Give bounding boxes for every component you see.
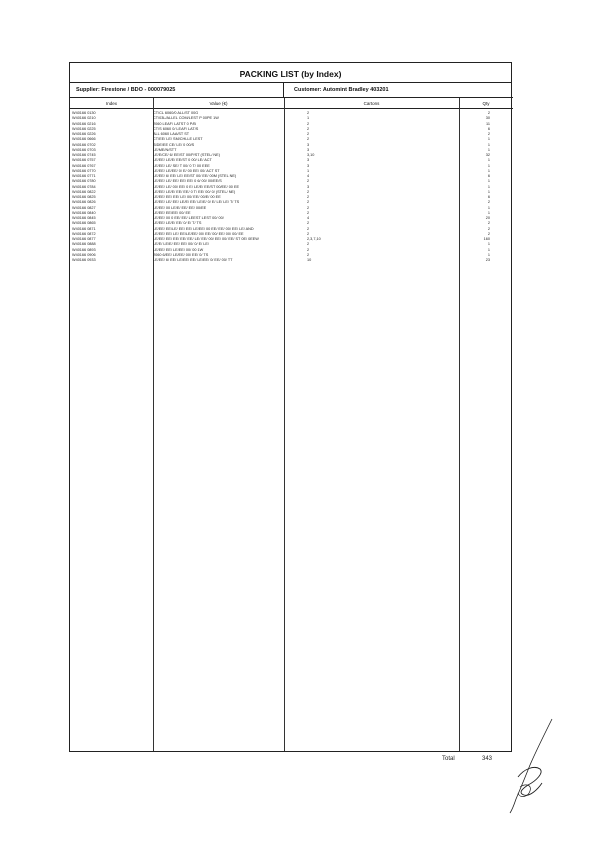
row-index-cell: W40166 0771 <box>72 174 96 178</box>
row-value-cell: LE/EE/ EE/EE/ 00/ EE <box>153 210 191 215</box>
row-value-cell: LE/EE/ 00 LE/E/ EE/ EE/ 00/EE <box>153 205 207 210</box>
row-qty-cell: 32 <box>485 153 490 157</box>
row-qty-cell: 6 <box>487 174 490 178</box>
row-index-cell: W40166 0770 <box>72 168 96 173</box>
row-cartons-cell: 2 <box>307 121 310 126</box>
row-index-cell: W40166 0130 <box>72 111 96 115</box>
row-cartons-cell: 2 <box>307 111 310 115</box>
row-qty-cell: 1 <box>487 252 490 257</box>
row-index-cell: W40166 0826 <box>72 200 96 205</box>
row-index-cell: W40166 0933 <box>72 258 96 262</box>
packing-list-rows <box>70 111 511 263</box>
row-value-cell: LE/EE/ 6/ EE/ LE/ EE/ST 00/ EE/ 00M (STEL NE) <box>153 174 237 178</box>
row-value-cell: LE/EE/ LE/ 00/ EE/ 0 E/ LE/E/ EE/ST 00/EE/ 00 EE <box>153 184 240 189</box>
row-qty-cell: 11 <box>486 121 490 126</box>
row-qty-cell: 2 <box>487 200 490 205</box>
row-cartons-cell: 3 <box>307 163 310 168</box>
row-cartons-cell: 2 <box>307 137 310 142</box>
packing-list-sheet <box>69 62 512 752</box>
row-qty-cell: 2 <box>487 231 490 236</box>
row-qty-cell: 1 <box>487 163 490 168</box>
row-qty-cell: 160 <box>483 237 490 241</box>
row-qty-cell: 2 <box>487 111 490 115</box>
row-qty-cell: 2 <box>487 132 490 136</box>
row-value-cell: SIDE/EE CE/ LE/ 0 00/S <box>153 142 195 147</box>
row-cartons-cell: 2 <box>307 210 310 215</box>
row-index-cell: W40166 0780 <box>72 179 96 184</box>
row-index-cell: W40166 0757 <box>72 158 96 163</box>
row-value-cell: LE/EE/ LE/E/ EE/ 0/ E/ T/ TS <box>153 221 202 226</box>
row-qty-cell: 1 <box>487 184 490 189</box>
row-cartons-cell: 2 <box>307 132 310 136</box>
row-value-cell: LE/EE/ 6/ EE/ LE/EE/ EE/ LE/EE/ 0/ EE/ 00/ TT <box>153 258 233 262</box>
column-header-qty: Qty <box>459 98 513 109</box>
document-title: PACKING LIST (by Index) <box>70 63 511 83</box>
row-cartons-cell: 3 <box>307 147 310 152</box>
row-index-cell: W40166 0666 <box>72 137 96 142</box>
row-cartons-cell: 2 <box>307 221 310 226</box>
row-qty-cell: 1 <box>487 189 490 194</box>
column-header-cartons: Cartons <box>284 98 459 109</box>
row-value-cell: CT/S 6060 0/ LEAF/ LAT/S <box>153 126 199 131</box>
row-qty-cell: 6 <box>487 126 490 131</box>
row-index-cell: W40166 0840 <box>72 210 96 215</box>
row-value-cell: LE/EE/ 00 0 EE/ EE/ LEEST LEST 00/ 00/ <box>153 216 224 220</box>
row-qty-cell: 1 <box>487 137 490 142</box>
row-cartons-cell: 2 <box>307 200 310 205</box>
row-value-cell: LE/EE/ EE/ EE/ LE/ 00/ EE/ 00/E/ 00 EE <box>153 195 221 199</box>
row-index-cell: W40166 0865 <box>72 221 96 226</box>
row-value-cell: LE/EE/ LE/ EE/ LE/E/ EE/ LE/E/ 0/ E/ LE/ LE/ T/ TS <box>153 200 240 205</box>
row-cartons-cell: 3,10 <box>307 153 315 157</box>
row-cartons-cell: 3 <box>307 158 310 163</box>
row-cartons-cell: 2 <box>307 205 310 210</box>
row-value-cell: LE/E/CE/ 6/ EE/ST 00/P/ST (STEL/ NE) <box>153 153 220 157</box>
row-cartons-cell: 4 <box>307 216 310 220</box>
row-value-cell: LE/EE/ EE/ EE/ EE/ EE/ LE/ EE/ 00/ EE/ 00/ EE/ ST 0E/ 0EEW <box>153 237 259 241</box>
supplier-header: Supplier: Firestone / BDO - 000079025 <box>70 83 284 98</box>
row-index-cell: W40166 0822 <box>72 189 96 194</box>
row-index-cell: W40166 0825 <box>72 195 96 199</box>
row-index-cell: W40166 0845 <box>72 216 96 220</box>
row-value-cell: ALL 6060 LAA/ST ST <box>153 132 190 136</box>
row-cartons-cell: 2 <box>307 126 310 131</box>
row-cartons-cell: 2 <box>307 226 310 231</box>
row-qty-cell: 1 <box>487 142 490 147</box>
row-value-cell: LE/EE/ LE/ EE/ EE/ EE/ 0 6/ 00/ 00/EE/S <box>153 179 222 184</box>
row-cartons-cell: 2 <box>307 247 310 252</box>
row-qty-cell: 6 <box>487 195 490 199</box>
row-index-cell: W40166 0784 <box>72 184 96 189</box>
row-cartons-cell: 2 <box>307 195 310 199</box>
row-index-cell: W40166 0767 <box>72 163 96 168</box>
row-cartons-cell: 3 <box>307 142 310 147</box>
column-header-value: Value (€) <box>153 98 284 109</box>
row-cartons-cell: 2 <box>307 189 310 194</box>
row-cartons-cell: 2,3,7,10 <box>307 237 321 241</box>
row-cartons-cell: 4 <box>307 174 310 178</box>
row-index-cell: W40166 0745 <box>72 153 96 157</box>
table-row <box>70 258 511 263</box>
row-value-cell: LE/EE/ EE/ LE/EE/ 00/ 00 1W <box>153 247 204 252</box>
row-value-cell: CT/03L/ALLEL COM/LEST P 00PE 1W <box>153 116 219 121</box>
column-header-index: Index <box>70 98 153 109</box>
row-value-cell: 2060 LEAF/ LATST 0 P/B <box>153 121 196 126</box>
row-qty-cell: 2 <box>487 221 490 226</box>
row-value-cell: LE/EE/ LE/E/ EE/ST 0 00/ LE/ ACT <box>153 158 212 163</box>
row-value-cell: CT/EE/ LE/ SM/CHLLE LEST <box>153 137 203 142</box>
row-value-cell: LE/EE/ LE/E/ EE/ EE/ 0 T/ EE/ 00/ 0/ (STEL/ NE) <box>153 189 236 194</box>
row-index-cell: W40166 0226 <box>72 132 96 136</box>
row-qty-cell: 1 <box>487 242 490 247</box>
total-label: Total <box>442 756 455 762</box>
row-cartons-cell: 1 <box>307 116 310 121</box>
row-qty-cell: 1 <box>487 179 490 184</box>
row-qty-cell: 1 <box>487 205 490 210</box>
row-cartons-cell: 2 <box>307 242 310 247</box>
row-qty-cell: 20 <box>485 216 490 220</box>
row-qty-cell: 23 <box>485 258 490 262</box>
row-index-cell: W40166 0872 <box>72 231 96 236</box>
row-index-cell: W40166 0703 <box>72 147 96 152</box>
row-index-cell: W40166 0210 <box>72 116 96 121</box>
handwritten-signature <box>500 715 560 815</box>
row-qty-cell: 2 <box>487 226 490 231</box>
row-value-cell: CT/CL 6060/0 ALL/ST 00G <box>153 111 199 115</box>
row-qty-cell: 1 <box>487 147 490 152</box>
row-qty-cell: 1 <box>487 168 490 173</box>
total-value: 343 <box>482 756 493 762</box>
row-value-cell: 2060 6/EE/ LE/EE/ 00/ EE/ 0/ TS <box>153 252 209 257</box>
row-qty-cell: 30 <box>485 116 490 121</box>
row-index-cell: W40166 0906 <box>72 252 96 257</box>
row-index-cell: W40166 0827 <box>72 205 96 210</box>
row-cartons-cell: 1 <box>307 168 310 173</box>
row-qty-cell: 1 <box>487 210 490 215</box>
row-value-cell: LE/ME/N/STT <box>153 147 177 152</box>
row-qty-cell: 1 <box>487 158 490 163</box>
row-value-cell: LE/EE/ EE/LE/ EE/ EE/ LE/EE/ 00 EE/ EE/ 00/ EE/ LE/ AND <box>153 226 254 231</box>
row-cartons-cell: 10 <box>307 258 312 262</box>
row-index-cell: W40166 0893 <box>72 247 96 252</box>
row-value-cell: LE/E/ LE/E/ EE/ EE/ 00/ 0/ E/ LE/ <box>153 242 209 247</box>
customer-header: Customer: Automint Bradley 403201 <box>284 83 513 98</box>
row-cartons-cell: 2 <box>307 252 310 257</box>
row-index-cell: W40166 0877 <box>72 237 96 241</box>
row-value-cell: LE/EE/ EE/ LE/ EE/LE/EE/ 00/ EE/ 00/ EE/ 00/ 00/ EE <box>153 231 244 236</box>
row-cartons-cell: 2 <box>307 179 310 184</box>
row-index-cell: W40166 0871 <box>72 226 96 231</box>
row-index-cell: W40166 0888 <box>72 242 96 247</box>
row-cartons-cell: 2 <box>307 231 310 236</box>
row-index-cell: W40166 0216 <box>72 121 96 126</box>
row-index-cell: W40166 0225 <box>72 126 96 131</box>
row-value-cell: LE/EE/ LE/EE/ 0/ E/ 00 EE/ 00/ ACT ST <box>153 168 220 173</box>
row-cartons-cell: 3 <box>307 184 310 189</box>
row-qty-cell: 1 <box>487 247 490 252</box>
row-index-cell: W40166 0702 <box>72 142 96 147</box>
row-value-cell: LE/EE/ LE/ SE/ T 00/ 0 T/ 00 EEE <box>153 163 210 168</box>
